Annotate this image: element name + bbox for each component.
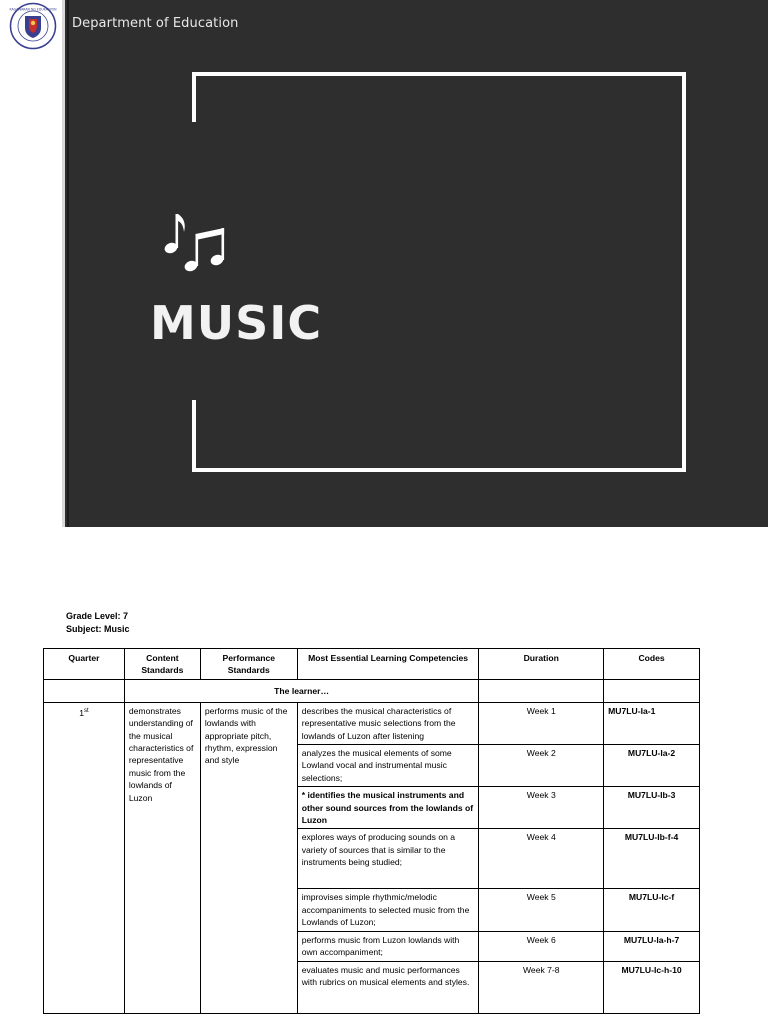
competency-cell: explores ways of producing sounds on a variety of sources that is similar to the instruments being studied; <box>297 829 479 889</box>
cover-panel <box>62 0 768 527</box>
table-row <box>44 702 700 744</box>
duration-cell: Week 3 <box>479 787 604 829</box>
header-competencies: Most Essential Learning Competencies <box>297 649 479 680</box>
cover-title: MUSIC <box>150 296 323 350</box>
duration-cell: Week 4 <box>479 829 604 889</box>
code-cell: MU7LU-Ic-h-10 <box>604 961 700 1013</box>
table-cell <box>44 679 125 702</box>
code-cell: MU7LU-Ib-3 <box>604 787 700 829</box>
duration-cell: Week 6 <box>479 931 604 961</box>
duration-cell: Week 1 <box>479 702 604 744</box>
deped-seal-icon <box>9 2 57 50</box>
duration-cell: Week 2 <box>479 745 604 787</box>
code-cell: MU7LU-Ia-1 <box>604 702 700 744</box>
music-notes-icon <box>160 210 228 276</box>
learner-label: The learner… <box>124 679 479 702</box>
cover-edge-shadow <box>67 0 69 527</box>
competency-cell: analyzes the musical elements of some Lowland vocal and instrumental music selections; <box>297 745 479 787</box>
header-content-standards: Content Standards <box>124 649 200 680</box>
grade-level: Grade Level: 7 <box>66 611 129 621</box>
quarter-cell <box>44 702 125 1013</box>
seal-text: KAGAWARAN NG EDUKASYON <box>9 7 57 12</box>
performance-standard-cell: performs music of the lowlands with appropriate pitch, rhythm, expression and style <box>200 702 297 1013</box>
code-cell: MU7LU-Ib-f-4 <box>604 829 700 889</box>
competency-cell: performs music from Luzon lowlands with own accompaniment; <box>297 931 479 961</box>
frame-line <box>192 72 196 122</box>
header-quarter: Quarter <box>44 649 125 680</box>
frame-line <box>192 468 686 472</box>
header-performance-standards: Performance Standards <box>200 649 297 680</box>
table-cell <box>604 679 700 702</box>
table-cell <box>479 679 604 702</box>
header-duration: Duration <box>479 649 604 680</box>
competency-cell: * identifies the musical instruments and other sound sources from the lowlands of Luzon <box>297 787 479 829</box>
competency-cell: describes the musical characteristics of representative music selections from the lowlands of Luzon after listening <box>297 702 479 744</box>
subject: Subject: Music <box>66 624 130 634</box>
learner-row <box>44 679 700 702</box>
department-label: Department of Education <box>72 16 239 31</box>
quarter-value: 1 <box>79 707 84 718</box>
code-cell: MU7LU-Ia-2 <box>604 745 700 787</box>
duration-cell: Week 5 <box>479 889 604 931</box>
header-codes: Codes <box>604 649 700 680</box>
table-header-row <box>44 649 700 680</box>
frame-line <box>192 400 196 472</box>
melc-table <box>43 648 700 1014</box>
code-cell: MU7LU-Ic-f <box>604 889 700 931</box>
quarter-suffix: st <box>83 707 89 714</box>
code-cell: MU7LU-Ia-h-7 <box>604 931 700 961</box>
duration-cell: Week 7-8 <box>479 961 604 1013</box>
competency-cell: improvises simple rhythmic/melodic accompaniments to selected music from the Lowlands of Luzon; <box>297 889 479 931</box>
cover-edge <box>62 0 65 527</box>
frame-line <box>192 72 686 76</box>
document-meta <box>66 610 130 636</box>
content-standard-cell: demonstrates understanding of the musical characteristics of representative music from the lowlands of Luzon <box>124 702 200 1013</box>
competency-cell: evaluates music and music performances with rubrics on musical elements and styles. <box>297 961 479 1013</box>
frame-line <box>682 72 686 472</box>
